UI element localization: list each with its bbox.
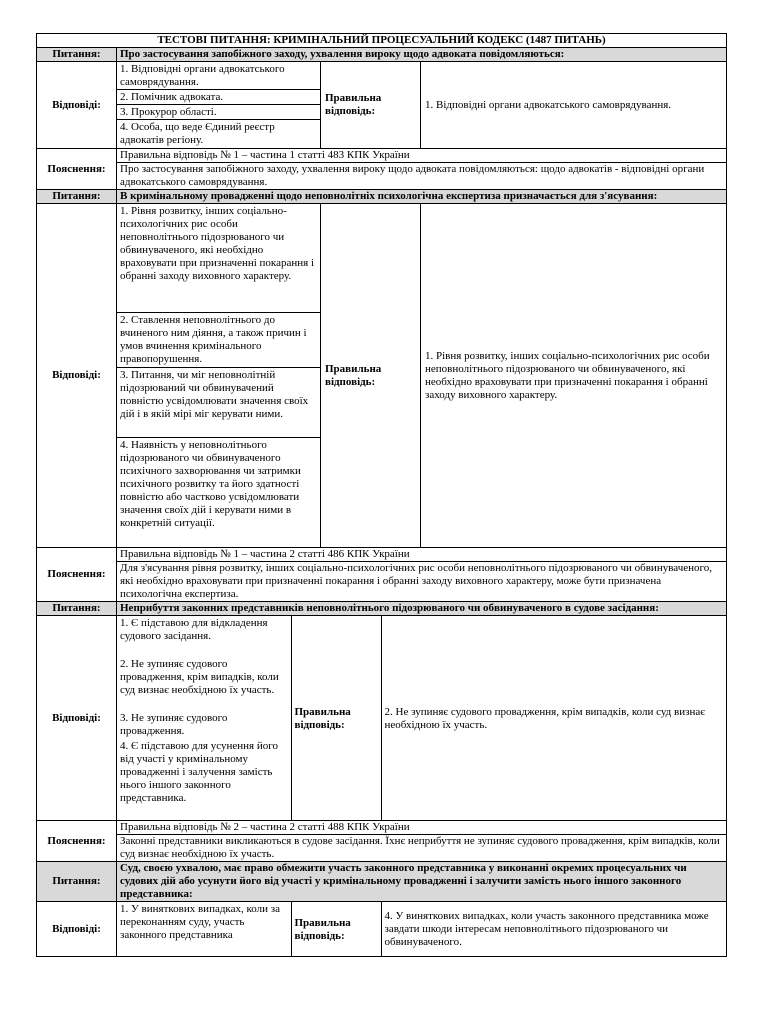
correct-label: Правильна відповідь:	[291, 616, 381, 820]
explanation-text: Законні представники викликаються в судове засідання. Їхнє неприбуття не зупиняє судового провадження, крім випадків, коли суд визнає необхідною їх участь.	[117, 835, 727, 862]
options-list	[117, 62, 321, 149]
option-item: 3. Не зупиняє судового провадження.	[120, 712, 228, 737]
option-item: 2. Не зупиняє судового провадження, крім випадків, коли суд визнає необхідною їх участь.	[120, 658, 279, 696]
option-item: 4. Особа, що веде Єдиний реєстр адвокатів регіону.	[120, 121, 275, 146]
correct-answer: 1. Відповідні органи адвокатського самоврядування.	[421, 62, 727, 149]
correct-label: Правильна відповідь:	[291, 902, 381, 956]
answers-label: Відповіді:	[37, 204, 117, 548]
correct-label: Правильна відповідь:	[321, 204, 421, 548]
explanation-text: Про застосування запобіжного заходу, ухвалення вироку щодо адвоката повідомляються: щодо адвокатів - відповідні органи адвокатського самоврядування.	[117, 163, 727, 190]
options-list	[117, 616, 291, 820]
page-title: ТЕСТОВІ ПИТАННЯ: КРИМІНАЛЬНИЙ ПРОЦЕСУАЛЬНИЙ КОДЕКС (1487 ПИТАНЬ)	[37, 34, 727, 48]
answers-label: Відповіді:	[37, 62, 117, 149]
option-item: 2. Помічник адвоката.	[117, 90, 320, 105]
option-item: 4. Наявність у неповнолітнього підозрюваного чи обвинуваченого психічного захворювання чи затримки психічного розвитку та його здатності повністю або частково усвідомлювати значення своїх дій і керувати ними в конкретній ситуації.	[120, 439, 301, 529]
question-label: Питання:	[37, 602, 117, 616]
correct-label: Правильна відповідь:	[321, 62, 421, 149]
option-item: 1. Відповідні органи адвокатського самоврядування.	[117, 62, 320, 90]
question-label: Питання:	[37, 190, 117, 204]
option-item: 2. Ставлення неповнолітнього до вчиненого ним діяння, а також причин і умов вчинення кримінального правопорушення.	[117, 313, 320, 368]
answer-reference: Правильна відповідь № 2 – частина 2 статті 488 КПК України	[117, 821, 727, 835]
option-item: 1. Рівня розвитку, інших соціально-психологічних рис особи неповнолітнього підозрюваного чи обвинуваченого, які необхідно враховувати при призначенні покарання і обранні заходу виховного характеру.	[117, 204, 320, 313]
correct-answer: 2. Не зупиняє судового провадження, крім випадків, коли суд визнає необхідною їх участь.	[384, 705, 705, 731]
quiz-document	[36, 33, 726, 957]
answers-label: Відповіді:	[37, 902, 117, 957]
option-item: 1. Є підставою для відкладення судового засідання.	[120, 617, 268, 642]
question-label: Питання:	[37, 48, 117, 62]
correct-answer: 1. Рівня розвитку, інших соціально-психологічних рис особи неповнолітнього підозрюваного чи обвинуваченого, які необхідно враховувати при призначенні покарання і обранні заходу виховного характеру.	[421, 204, 727, 548]
quiz-table	[36, 33, 727, 957]
answer-reference: Правильна відповідь № 1 – частина 1 статті 483 КПК України	[117, 149, 727, 163]
explanation-label: Пояснення:	[37, 149, 117, 190]
answer-row	[117, 902, 727, 957]
correct-answer: 4. У виняткових випадках, коли участь законного представника може завдати шкоди інтересам неповнолітнього підозрюваного чи обвинуваченого.	[384, 910, 709, 948]
question-text: Про застосування запобіжного заходу, ухвалення вироку щодо адвоката повідомляються:	[117, 48, 727, 62]
answers-label: Відповіді:	[37, 616, 117, 821]
option-item: 3. Питання, чи міг неповнолітній підозрюваний чи обвинувачений повністю усвідомлювати значення своїх дій і в якій мірі міг керувати ними.	[117, 368, 320, 438]
option-item: 3. Прокурор області.	[117, 105, 320, 120]
options-list	[117, 204, 321, 548]
question-label: Питання:	[37, 862, 117, 902]
question-text: В кримінальному провадженні щодо неповнолітніх психологічна експертиза призначається для з'ясування:	[117, 190, 727, 204]
question-text: Неприбуття законних представників неповнолітнього підозрюваного чи обвинуваченого в судове засідання:	[117, 602, 727, 616]
option-item: 1. У виняткових випадках, коли за переконанням суду, участь законного представника	[117, 902, 291, 956]
answer-reference: Правильна відповідь № 1 – частина 2 статті 486 КПК України	[117, 548, 727, 562]
explanation-label: Пояснення:	[37, 821, 117, 862]
option-item: 4. Є підставою для усунення його від участі у кримінальному провадженні і залучення замість нього іншого законного представника.	[120, 740, 278, 804]
answer-row	[117, 616, 727, 821]
question-text: Суд, своєю ухвалою, має право обмежити участь законного представника у виконанні окремих процесуальних чи судових дій або усунути його від участі у кримінальному провадженні і залучити замість нього іншого законного представника:	[117, 862, 727, 902]
explanation-label: Пояснення:	[37, 548, 117, 602]
explanation-text: Для з'ясування рівня розвитку, інших соціально-психологічних рис особи неповнолітнього підозрюваного чи обвинуваченого, які необхідно враховувати при призначенні покарання і обранні заходу виховного характеру, може бути призначена психологічна експертиза.	[117, 562, 727, 602]
